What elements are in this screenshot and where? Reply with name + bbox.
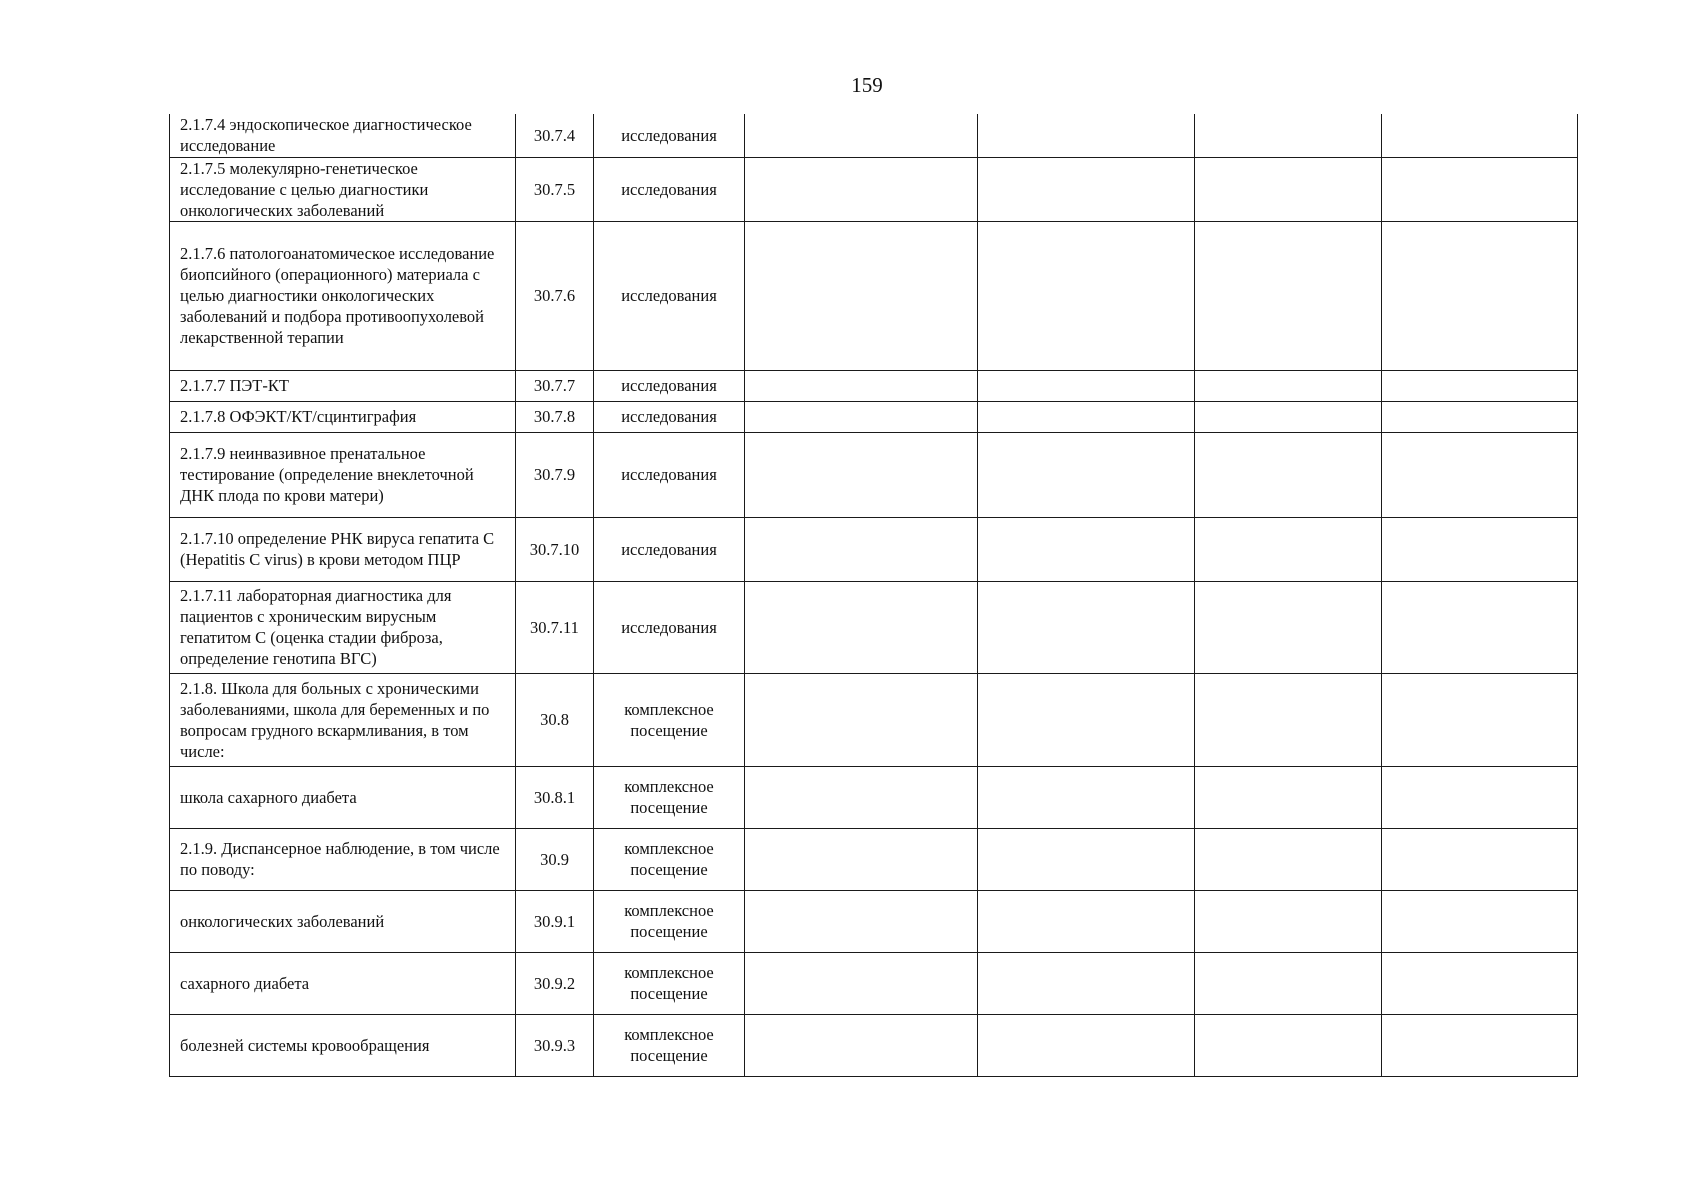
empty-cell: [978, 828, 1195, 890]
empty-cell: [1382, 766, 1578, 828]
empty-cell: [1195, 1014, 1382, 1076]
empty-cell: [1195, 370, 1382, 401]
empty-cell: [1382, 370, 1578, 401]
row-unit: комплексное посещение: [594, 1014, 745, 1076]
row-code: 30.9.3: [516, 1014, 594, 1076]
empty-cell: [978, 673, 1195, 766]
table-row: [170, 370, 1578, 401]
row-code: 30.8: [516, 673, 594, 766]
row-code: 30.7.6: [516, 221, 594, 370]
empty-cell: [1195, 517, 1382, 581]
empty-cell: [1195, 890, 1382, 952]
row-unit: исследования: [594, 401, 745, 432]
row-unit: комплексное посещение: [594, 890, 745, 952]
empty-cell: [1382, 581, 1578, 673]
empty-cell: [978, 890, 1195, 952]
empty-cell: [1195, 828, 1382, 890]
table-row: [170, 952, 1578, 1014]
empty-cell: [978, 952, 1195, 1014]
row-code: 30.7.5: [516, 157, 594, 221]
table-row: [170, 890, 1578, 952]
empty-cell: [745, 890, 978, 952]
row-code: 30.7.10: [516, 517, 594, 581]
empty-cell: [978, 517, 1195, 581]
empty-cell: [978, 1014, 1195, 1076]
empty-cell: [978, 581, 1195, 673]
table-row: [170, 114, 1578, 157]
empty-cell: [745, 581, 978, 673]
table-row: [170, 517, 1578, 581]
empty-cell: [978, 221, 1195, 370]
empty-cell: [1382, 890, 1578, 952]
row-name: школа сахарного диабета: [170, 766, 516, 828]
empty-cell: [1382, 114, 1578, 157]
table-row: [170, 157, 1578, 221]
empty-cell: [745, 221, 978, 370]
table-row: [170, 401, 1578, 432]
empty-cell: [745, 1014, 978, 1076]
table-row: [170, 432, 1578, 517]
empty-cell: [1382, 1014, 1578, 1076]
row-name: онкологических заболеваний: [170, 890, 516, 952]
row-unit: комплексное посещение: [594, 828, 745, 890]
table-row: [170, 766, 1578, 828]
empty-cell: [978, 157, 1195, 221]
row-code: 30.7.8: [516, 401, 594, 432]
row-name: 2.1.7.4 эндоскопическое диагностическое исследование: [170, 114, 516, 157]
row-name: 2.1.7.11 лабораторная диагностика для пациентов с хроническим вирусным гепатитом С (оценка стадии фиброза, определение генотипа ВГС): [170, 581, 516, 673]
empty-cell: [745, 114, 978, 157]
row-name: 2.1.7.9 неинвазивное пренатальное тестирование (определение внеклеточной ДНК плода по крови матери): [170, 432, 516, 517]
empty-cell: [978, 432, 1195, 517]
empty-cell: [745, 766, 978, 828]
row-unit: исследования: [594, 517, 745, 581]
row-unit: исследования: [594, 432, 745, 517]
row-name: болезней системы кровообращения: [170, 1014, 516, 1076]
row-name: 2.1.7.10 определение РНК вируса гепатита С (Hepatitis C virus) в крови методом ПЦР: [170, 517, 516, 581]
row-code: 30.9.2: [516, 952, 594, 1014]
empty-cell: [1195, 401, 1382, 432]
empty-cell: [978, 766, 1195, 828]
empty-cell: [1195, 114, 1382, 157]
row-name: 2.1.9. Диспансерное наблюдение, в том числе по поводу:: [170, 828, 516, 890]
empty-cell: [745, 517, 978, 581]
empty-cell: [1382, 157, 1578, 221]
row-unit: комплексное посещение: [594, 673, 745, 766]
row-unit: исследования: [594, 114, 745, 157]
empty-cell: [745, 828, 978, 890]
data-table: [169, 114, 1578, 1077]
empty-cell: [1382, 952, 1578, 1014]
row-unit: исследования: [594, 157, 745, 221]
empty-cell: [745, 673, 978, 766]
table-row: [170, 1014, 1578, 1076]
row-unit: комплексное посещение: [594, 766, 745, 828]
row-unit: исследования: [594, 221, 745, 370]
empty-cell: [1195, 673, 1382, 766]
empty-cell: [1195, 157, 1382, 221]
row-code: 30.7.9: [516, 432, 594, 517]
row-code: 30.7.7: [516, 370, 594, 401]
page-number: 159: [851, 73, 883, 97]
empty-cell: [978, 370, 1195, 401]
empty-cell: [1382, 517, 1578, 581]
empty-cell: [1382, 432, 1578, 517]
table-row: [170, 673, 1578, 766]
empty-cell: [1195, 952, 1382, 1014]
row-code: 30.7.11: [516, 581, 594, 673]
empty-cell: [1195, 581, 1382, 673]
empty-cell: [1382, 221, 1578, 370]
row-name: 2.1.7.6 патологоанатомическое исследование биопсийного (операционного) материала с целью диагностики онкологических заболеваний и подбора противоопухолевой лекарственной терапии: [170, 221, 516, 370]
row-name: 2.1.8. Школа для больных с хроническими заболеваниями, школа для беременных и по вопросам грудного вскармливания, в том числе:: [170, 673, 516, 766]
empty-cell: [1382, 673, 1578, 766]
row-code: 30.8.1: [516, 766, 594, 828]
empty-cell: [745, 401, 978, 432]
empty-cell: [978, 401, 1195, 432]
table-row: [170, 221, 1578, 370]
table-row: [170, 828, 1578, 890]
row-name: 2.1.7.8 ОФЭКТ/КТ/сцинтиграфия: [170, 401, 516, 432]
row-code: 30.7.4: [516, 114, 594, 157]
empty-cell: [978, 114, 1195, 157]
empty-cell: [1195, 766, 1382, 828]
empty-cell: [745, 432, 978, 517]
empty-cell: [1382, 828, 1578, 890]
empty-cell: [745, 370, 978, 401]
row-name: сахарного диабета: [170, 952, 516, 1014]
empty-cell: [1195, 221, 1382, 370]
row-code: 30.9.1: [516, 890, 594, 952]
table-row: [170, 581, 1578, 673]
row-name: 2.1.7.5 молекулярно-генетическое исследование с целью диагностики онкологических заболеваний: [170, 157, 516, 221]
row-unit: исследования: [594, 581, 745, 673]
empty-cell: [745, 952, 978, 1014]
row-code: 30.9: [516, 828, 594, 890]
row-unit: исследования: [594, 370, 745, 401]
row-unit: комплексное посещение: [594, 952, 745, 1014]
empty-cell: [1195, 432, 1382, 517]
row-name: 2.1.7.7 ПЭТ-КТ: [170, 370, 516, 401]
empty-cell: [1382, 401, 1578, 432]
empty-cell: [745, 157, 978, 221]
